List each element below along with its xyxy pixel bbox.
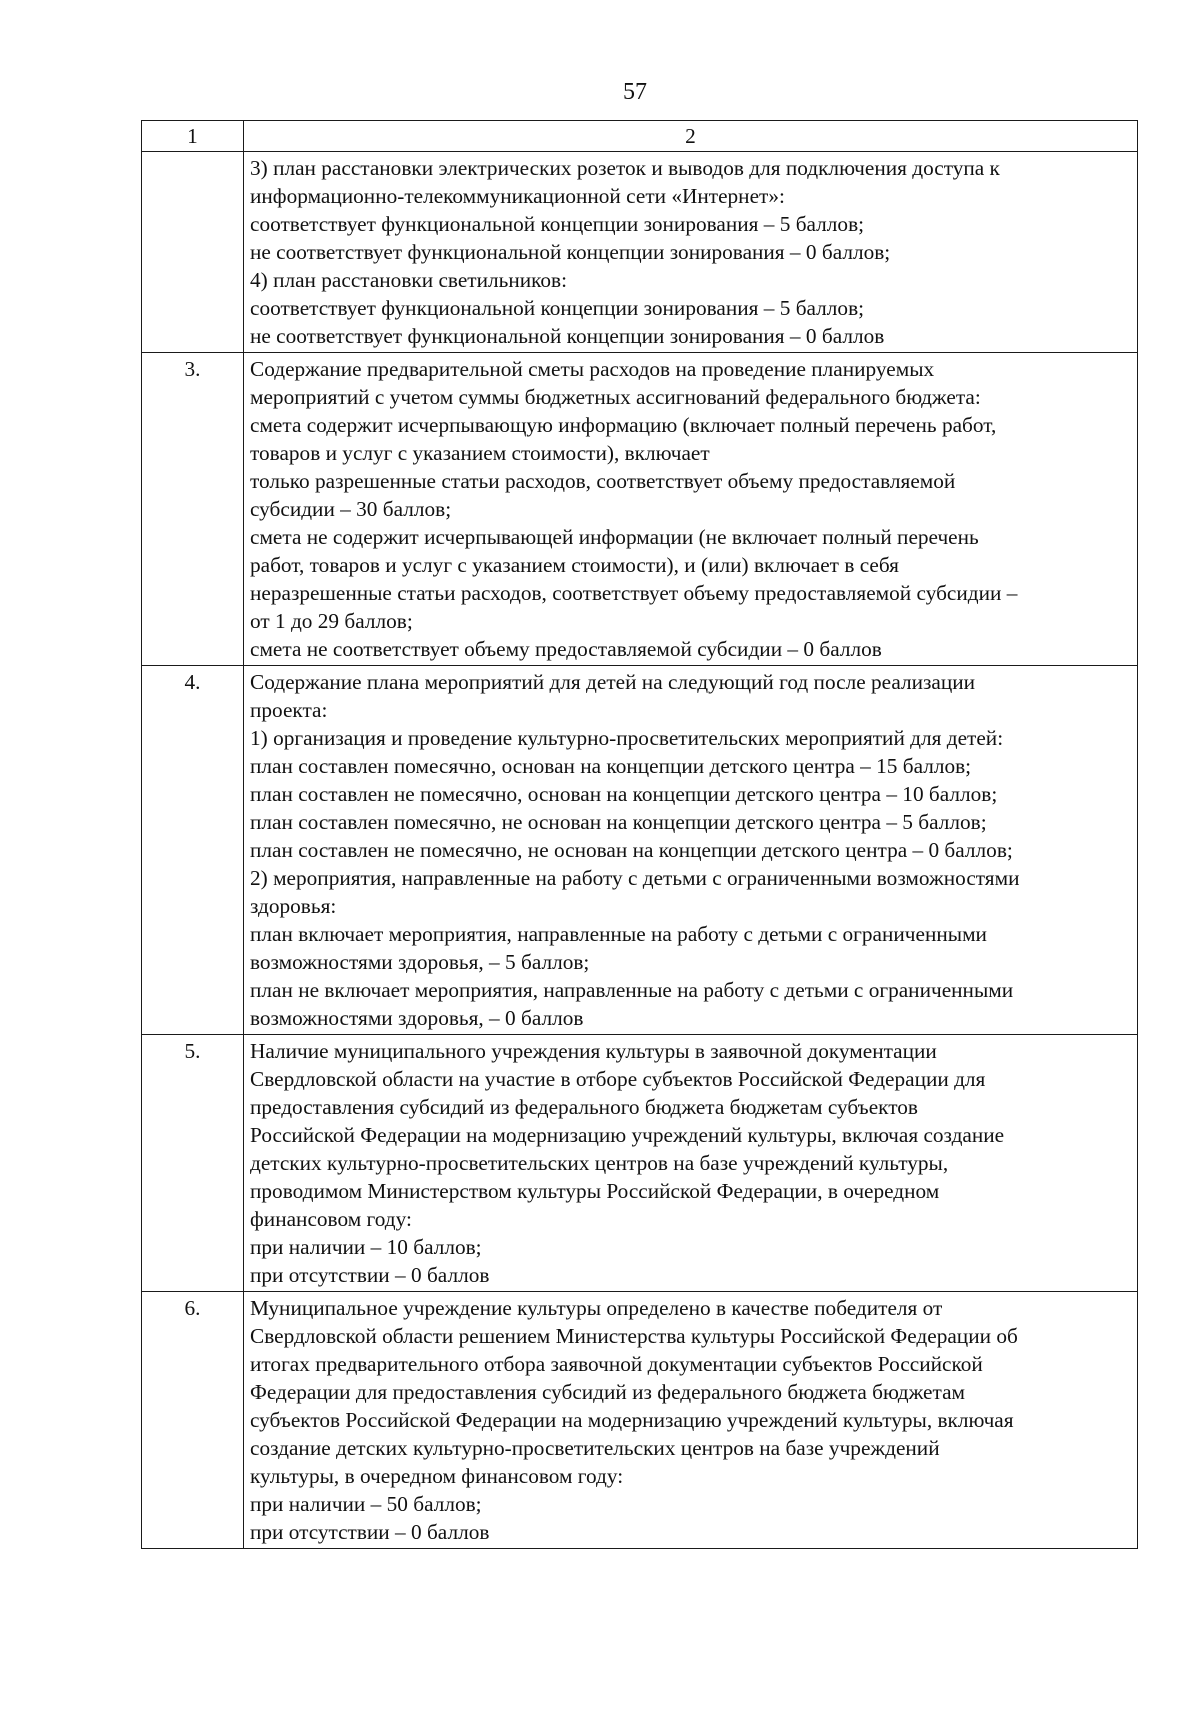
page-number: 57 bbox=[623, 79, 647, 105]
table-row bbox=[142, 1035, 1138, 1292]
row-text: 3) план расстановки электрических розеток и выводов для подключения доступа к информационно-телекоммуникационной сети «Интернет»: соответствует функциональной концепции зонирования – 5 баллов; не соответствует функциональной концепции зонирования – 0 баллов; 4) план расстановки светильников: соответствует функциональной концепции зонирования – 5 баллов; не соответствует функциональной концепции зонирования – 0 баллов bbox=[244, 152, 1138, 353]
table-row bbox=[142, 152, 1138, 353]
row-number: 5. bbox=[142, 1035, 244, 1292]
table-row bbox=[142, 353, 1138, 666]
table-header-row bbox=[142, 121, 1138, 152]
row-number bbox=[142, 152, 244, 353]
header-col-2: 2 bbox=[244, 121, 1138, 152]
row-text: Содержание предварительной сметы расходов на проведение планируемых мероприятий с учетом суммы бюджетных ассигнований федерального бюджета: смета содержит исчерпывающую информацию (включает полный перечень работ, товаров и услуг с указанием стоимости), включает только разрешенные статьи расходов, соответствует объему предоставляемой субсидии – 30 баллов; смета не содержит исчерпывающей информации (не включает полный перечень работ, товаров и услуг с указанием стоимости), и (или) включает в себя неразрешенные статьи расходов, соответствует объему предоставляемой субсидии – от 1 до 29 баллов; смета не соответствует объему предоставляемой субсидии – 0 баллов bbox=[244, 353, 1138, 666]
row-text: Содержание плана мероприятий для детей на следующий год после реализации проекта: 1) организация и проведение культурно-просветительских мероприятий для детей: план составлен помесячно, основан на концепции детского центра – 15 баллов; план составлен не помесячно, основан на концепции детского центра – 10 баллов; план составлен помесячно, не основан на концепции детского центра – 5 баллов; план составлен не помесячно, не основан на концепции детского центра – 0 баллов; 2) мероприятия, направленные на работу с детьми с ограниченными возможностями здоровья: план включает мероприятия, направленные на работу с детьми с ограниченными возможностями здоровья, – 5 баллов; план не включает мероприятия, направленные на работу с детьми с ограниченными возможностями здоровья, – 0 баллов bbox=[244, 666, 1138, 1035]
criteria-table bbox=[141, 120, 1138, 1549]
row-number: 6. bbox=[142, 1292, 244, 1549]
table-row bbox=[142, 1292, 1138, 1549]
row-text: Наличие муниципального учреждения культуры в заявочной документации Свердловской области на участие в отборе субъектов Российской Федерации для предоставления субсидий из федерального бюджета бюджетам субъектов Российской Федерации на модернизацию учреждений культуры, включая создание детских культурно-просветительских центров на базе учреждений культуры, проводимом Министерством культуры Российской Федерации, в очередном финансовом году: при наличии – 10 баллов; при отсутствии – 0 баллов bbox=[244, 1035, 1138, 1292]
table-row bbox=[142, 666, 1138, 1035]
row-number: 3. bbox=[142, 353, 244, 666]
row-text: Муниципальное учреждение культуры определено в качестве победителя от Свердловской области решением Министерства культуры Российской Федерации об итогах предварительного отбора заявочной документации субъектов Российской Федерации для предоставления субсидий из федерального бюджета бюджетам субъектов Российской Федерации на модернизацию учреждений культуры, включая создание детских культурно-просветительских центров на базе учреждений культуры, в очередном финансовом году: при наличии – 50 баллов; при отсутствии – 0 баллов bbox=[244, 1292, 1138, 1549]
row-number: 4. bbox=[142, 666, 244, 1035]
header-col-1: 1 bbox=[142, 121, 244, 152]
